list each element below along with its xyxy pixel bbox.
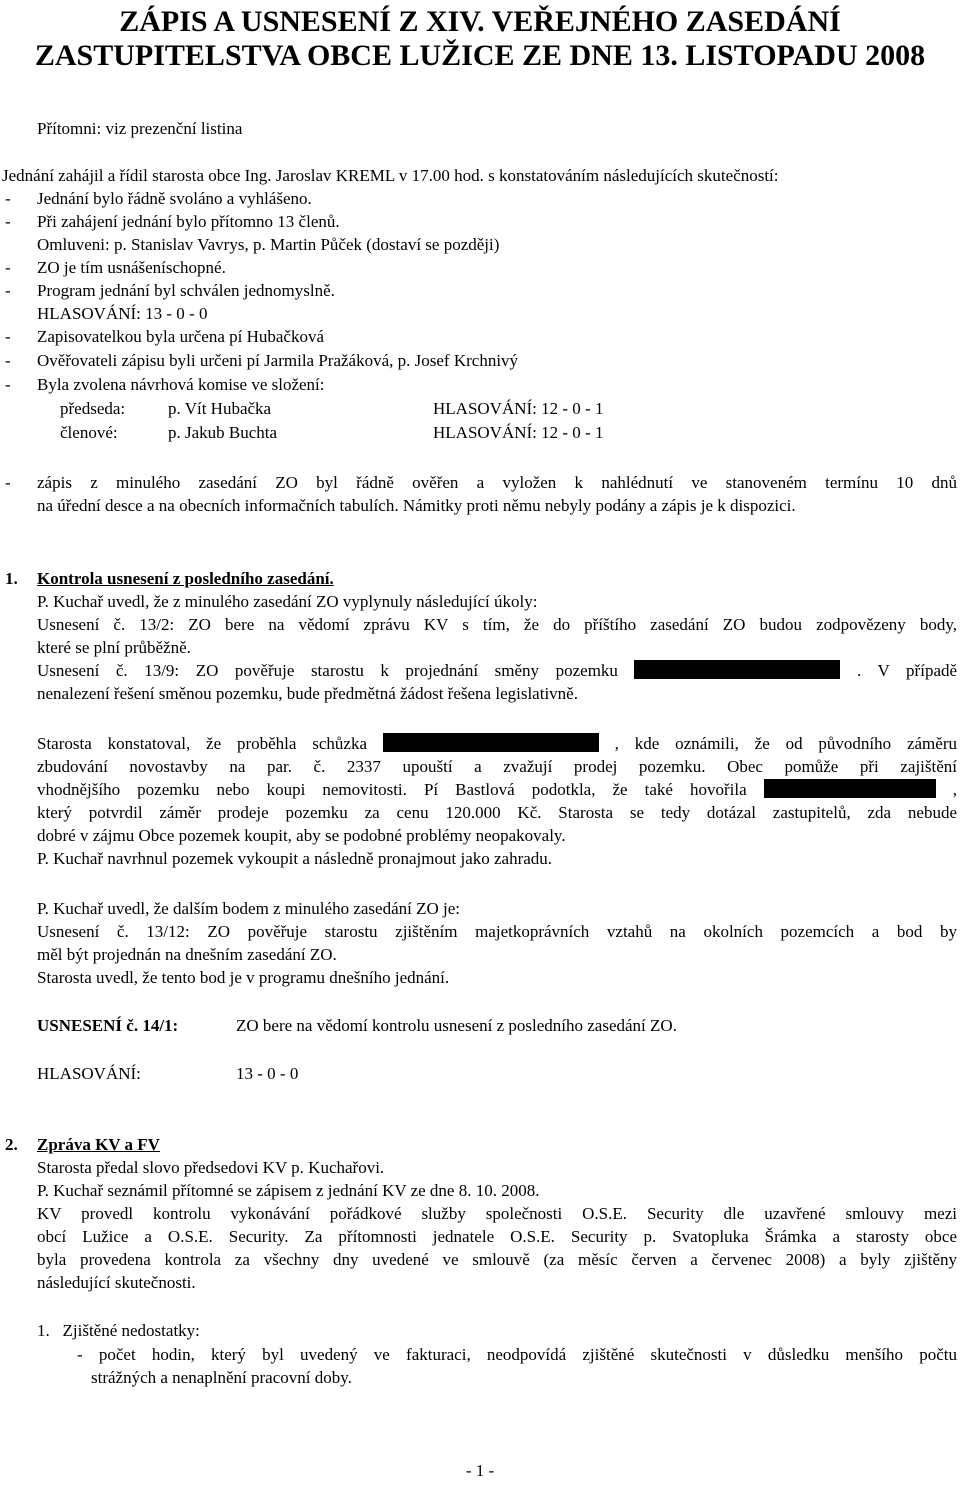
fact-item: ZO je tím usnášeníschopné. bbox=[37, 258, 226, 277]
text-fragment: , kde oznámili, že od původního záměru bbox=[614, 734, 957, 753]
paragraph-line: zbudování novostavby na par. č. 2337 upouští a zvažují prodej pozemku. Obec pomůže při zajištění bbox=[37, 757, 957, 776]
bullet-dash: - bbox=[5, 327, 11, 346]
paragraph-line: Usnesení č. 13/2: ZO bere na vědomí zprávu KV s tím, že do příštího zasedání ZO budou zodpovězeny body, bbox=[37, 615, 957, 634]
fact-item: Ověřovateli zápisu byli určeni pí Jarmila Pražáková, p. Josef Krchnivý bbox=[37, 351, 519, 370]
vote-line: HLASOVÁNÍ: 13 - 0 - 0 bbox=[37, 304, 208, 323]
redaction-bar bbox=[764, 779, 936, 798]
sub-list-line: - počet hodin, který byl uvedený ve fakturaci, neodpovídá zjištěné skutečnosti v důsledku menšího počtu bbox=[77, 1345, 957, 1364]
paragraph-line: dobré v zájmu Obce pozemek koupit, aby se podobné problémy neopakovaly. bbox=[37, 826, 566, 845]
paragraph-line: Usnesení č. 13/12: ZO pověřuje starostu zjištěním majetkoprávních vztahů na okolních pozemcích a bod by bbox=[37, 922, 957, 941]
bullet-dash: - bbox=[5, 351, 11, 370]
paragraph-line bbox=[37, 779, 957, 802]
resolution-label: USNESENÍ č. 14/1: bbox=[37, 1016, 179, 1035]
paragraph-line: P. Kuchař uvedl, že dalším bodem z minulého zasedání ZO je: bbox=[37, 899, 460, 918]
fact-item: Zapisovatelkou byla určena pí Hubačková bbox=[37, 327, 325, 346]
committee-name: p. Jakub Buchta bbox=[168, 423, 278, 442]
vote-label: HLASOVÁNÍ: bbox=[37, 1064, 141, 1083]
redaction-bar bbox=[634, 660, 840, 679]
fact-item: Při zahájení jednání bylo přítomno 13 členů. bbox=[37, 212, 340, 231]
committee-role: členové: bbox=[60, 423, 118, 442]
fact-item: Byla zvolena návrhová komise ve složení: bbox=[37, 375, 325, 394]
attendance-line: Přítomni: viz prezenční listina bbox=[37, 119, 243, 138]
paragraph-line bbox=[37, 733, 957, 756]
committee-vote: HLASOVÁNÍ: 12 - 0 - 1 bbox=[433, 423, 604, 442]
paragraph-line: které se plní průběžně. bbox=[37, 638, 191, 657]
paragraph-line: Starosta předal slovo předsedovi KV p. Kuchařovi. bbox=[37, 1158, 385, 1177]
minutes-check-line: zápis z minulého zasedání ZO byl řádně ověřen a vyložen k nahlédnutí ve stanoveném termínu 10 dnů bbox=[37, 473, 957, 492]
opening-line: Jednání zahájil a řídil starosta obce Ing. Jaroslav KREML v 17.00 hod. s konstatováním následujících skutečností: bbox=[2, 166, 779, 185]
fact-item: Omluveni: p. Stanislav Vavrys, p. Martin Půček (dostaví se později) bbox=[37, 235, 500, 254]
paragraph-line: P. Kuchař uvedl, že z minulého zasedání ZO vyplynuly následující úkoly: bbox=[37, 592, 538, 611]
text-fragment: , bbox=[952, 780, 957, 799]
bullet-dash: - bbox=[5, 212, 11, 231]
text-fragment: Usnesení č. 13/9: ZO pověřuje starostu k projednání směny pozemku bbox=[37, 661, 618, 680]
text-fragment: Starosta konstatoval, že proběhla schůzka bbox=[37, 734, 368, 753]
bullet-dash: - bbox=[5, 189, 11, 208]
bullet-dash: - bbox=[5, 473, 11, 492]
text-fragment: . V případě bbox=[857, 661, 958, 680]
paragraph-line: P. Kuchař seznámil přítomné se zápisem z jednání KV ze dne 8. 10. 2008. bbox=[37, 1181, 540, 1200]
paragraph-line: Starosta uvedl, že tento bod je v programu dnešního jednání. bbox=[37, 968, 450, 987]
bullet-dash: - bbox=[5, 375, 11, 394]
paragraph-line: obcí Lužice a O.S.E. Security. Za přítomnosti jednatele O.S.E. Security p. Svatopluka Šrámka a starosty obce bbox=[37, 1227, 957, 1246]
list-item: 1. Zjištěné nedostatky: bbox=[37, 1321, 200, 1340]
committee-vote: HLASOVÁNÍ: 12 - 0 - 1 bbox=[433, 399, 604, 418]
redaction-bar bbox=[383, 733, 599, 752]
section-heading: Kontrola usnesení z posledního zasedání. bbox=[37, 569, 334, 588]
page-number: - 1 - bbox=[465, 1461, 495, 1480]
committee-name: p. Vít Hubačka bbox=[168, 399, 272, 418]
paragraph-line: nenalezení řešení směnou pozemku, bude předmětná žádost řešena legislativně. bbox=[37, 684, 578, 703]
section-number: 2. bbox=[5, 1135, 18, 1154]
paragraph-line: byla provedena kontrola za všechny dny uvedené ve smlouvě (za měsíc červen a červenec 2008) a byly zjištěny bbox=[37, 1250, 957, 1269]
fact-item: Program jednání byl schválen jednomyslně. bbox=[37, 281, 335, 300]
section-heading: Zpráva KV a FV bbox=[37, 1135, 160, 1154]
section-number: 1. bbox=[5, 569, 18, 588]
paragraph-line: následující skutečnosti. bbox=[37, 1273, 196, 1292]
vote-value: 13 - 0 - 0 bbox=[236, 1064, 299, 1083]
paragraph-line: P. Kuchař navrhnul pozemek vykoupit a následně pronajmout jako zahradu. bbox=[37, 849, 553, 868]
bullet-dash: - bbox=[5, 258, 11, 277]
bullet-dash: - bbox=[5, 281, 11, 300]
document-title-line-1: ZÁPIS A USNESENÍ Z XIV. VEŘEJNÉHO ZASEDÁNÍ bbox=[119, 5, 841, 38]
paragraph-line bbox=[37, 660, 957, 683]
paragraph-line: KV provedl kontrolu vykonávání pořádkové služby společnosti O.S.E. Security dle uzavřené smlouvy mezi bbox=[37, 1204, 957, 1223]
sub-list-line: strážných a nenaplnění pracovní doby. bbox=[91, 1368, 352, 1387]
minutes-check-line: na úřední desce a na obecních informačních tabulích. Námitky proti němu nebyly podány a zápis je k dispozici. bbox=[37, 496, 796, 515]
paragraph-line: který potvrdil záměr prodeje pozemku za cenu 120.000 Kč. Starosta se tedy dotázal zastupitelů, zda nebude bbox=[37, 803, 957, 822]
committee-role: předseda: bbox=[60, 399, 126, 418]
resolution-text: ZO bere na vědomí kontrolu usnesení z posledního zasedání ZO. bbox=[236, 1016, 677, 1035]
fact-item: Jednání bylo řádně svoláno a vyhlášeno. bbox=[37, 189, 312, 208]
document-title-line-2: ZASTUPITELSTVA OBCE LUŽICE ZE DNE 13. LISTOPADU 2008 bbox=[34, 39, 926, 72]
text-fragment: vhodnějšího pozemku nebo koupi nemovitosti. Pí Bastlová podotkla, že také hovořila bbox=[37, 780, 747, 799]
paragraph-line: měl být projednán na dnešním zasedání ZO. bbox=[37, 945, 337, 964]
